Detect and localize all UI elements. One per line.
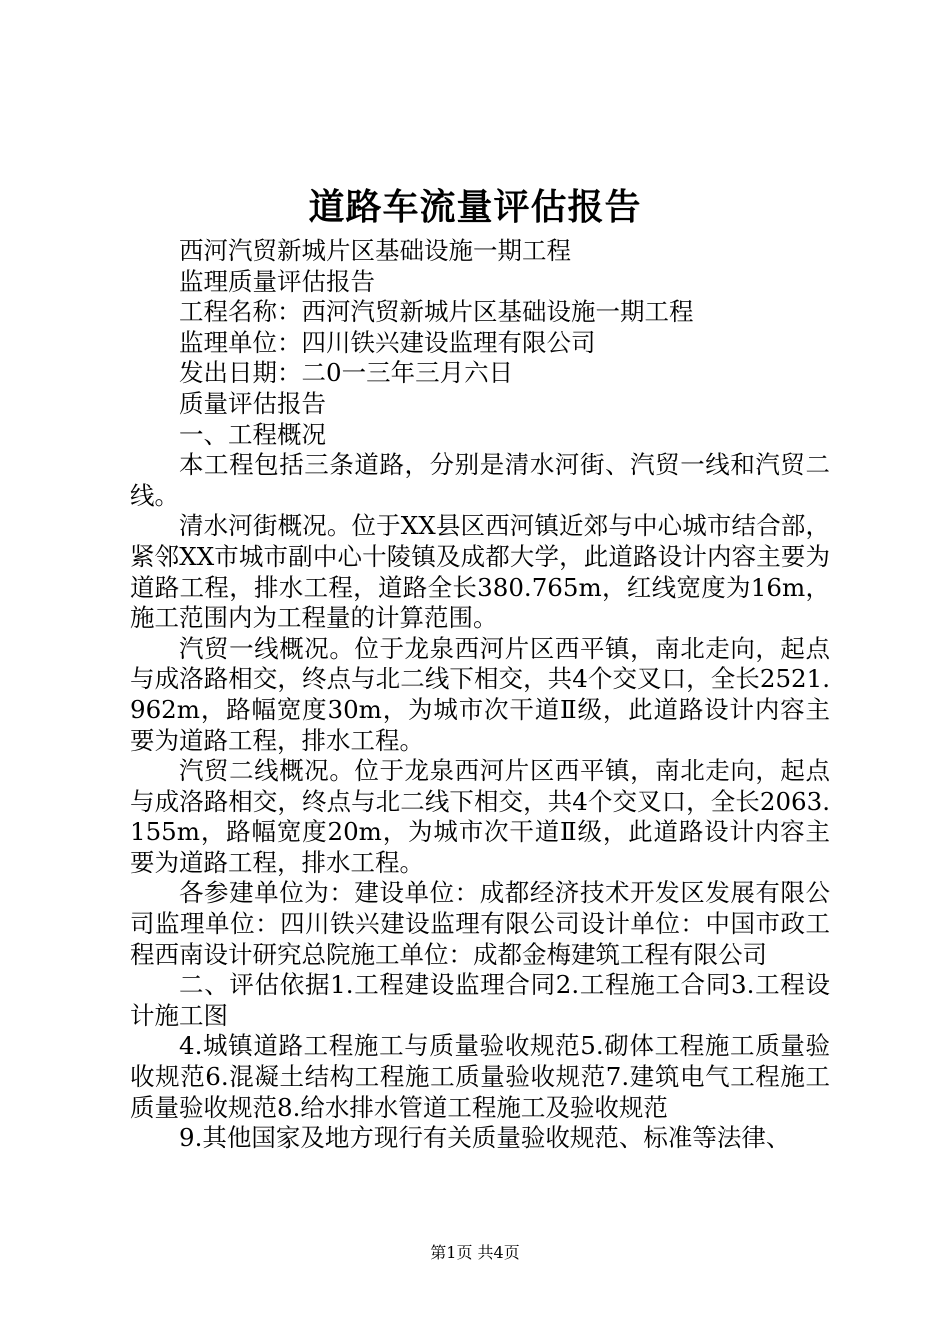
paragraph-other-standards: 9.其他国家及地方现行有关质量验收规范、标准等法律、	[179, 1123, 791, 1153]
paragraph-qimao-line-two: 汽贸二线概况。位于龙泉西河片区西平镇，南北走向，起点与成洛路相交，终点与北二线下相交，共4个交叉口，全长2063.155m，路幅宽度20m，为城市次干道Ⅱ级，此道路设计内容主要为道路工程，排水工程。	[130, 756, 830, 877]
page-footer: 第1页 共4页	[430, 1243, 520, 1262]
document-title: 道路车流量评估报告	[308, 186, 642, 228]
paragraph-report-type: 监理质量评估报告	[179, 266, 375, 296]
paragraph-participating-units: 各参建单位为：建设单位：成都经济技术开发区发展有限公司监理单位：四川铁兴建设监理有限公司设计单位：中国市政工程西南设计研究总院施工单位：成都金梅建筑工程有限公司	[130, 878, 830, 969]
paragraph-standards-list: 4.城镇道路工程施工与质量验收规范5.砌体工程施工质量验收规范6.混凝土结构工程施工质量验收规范7.建筑电气工程施工质量验收规范8.给水排水管道工程施工及验收规范	[130, 1031, 830, 1122]
paragraph-engineering-name: 工程名称：西河汽贸新城片区基础设施一期工程	[179, 297, 694, 327]
paragraph-qimao-line-one: 汽贸一线概况。位于龙泉西河片区西平镇，南北走向，起点与成洛路相交，终点与北二线下相交，共4个交叉口，全长2521.962m，路幅宽度30m，为城市次干道Ⅱ级，此道路设计内容主要为道路工程，排水工程。	[130, 633, 830, 755]
heading-evaluation-basis: 二、评估依据1.工程建设监理合同2.工程施工合同3.工程设计施工图	[130, 970, 830, 1030]
heading-project-overview: 一、工程概况	[179, 419, 326, 449]
paragraph-supervision-unit: 监理单位：四川铁兴建设监理有限公司	[179, 327, 596, 357]
paragraph-issue-date: 发出日期：二0一三年三月六日	[179, 358, 514, 388]
paragraph-roads-intro: 本工程包括三条道路，分别是清水河街、汽贸一线和汽贸二线。	[130, 450, 830, 510]
paragraph-qingshuihe-street: 清水河街概况。位于XX县区西河镇近郊与中心城市结合部，紧邻XX市城市副中心十陵镇及成都大学，此道路设计内容主要为道路工程，排水工程，道路全长380.765m，红线宽度为16m，施工范围内为工程量的计算范围。	[130, 511, 830, 633]
document-body	[130, 236, 830, 1154]
paragraph-section-heading: 质量评估报告	[179, 388, 326, 418]
paragraph-project-name: 西河汽贸新城片区基础设施一期工程	[179, 236, 571, 265]
